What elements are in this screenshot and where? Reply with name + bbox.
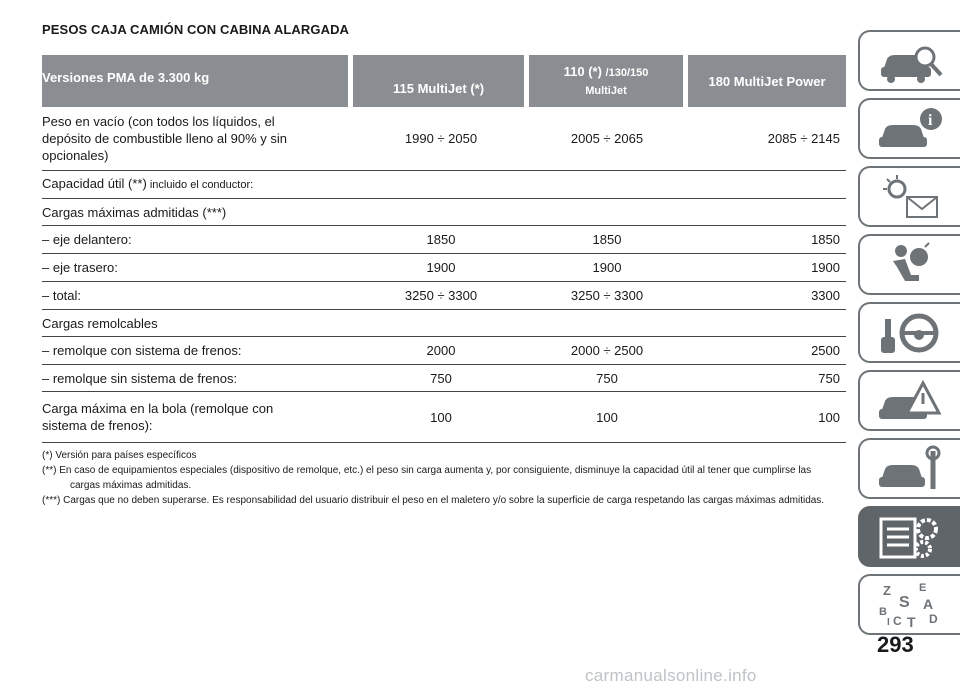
- row-value-2: 1850: [592, 232, 622, 247]
- row-value-3: 3300: [811, 288, 840, 303]
- tab-alphabetical-index[interactable]: [858, 574, 960, 635]
- table-row: [42, 199, 846, 226]
- svg-text:i: i: [928, 111, 933, 129]
- index-letter: B: [879, 605, 887, 618]
- footnote: (*) Versión para países específicos: [42, 450, 197, 461]
- row-label: – total:: [42, 288, 82, 303]
- tab-maintenance[interactable]: [858, 438, 960, 499]
- row-value-1: 1850: [426, 232, 456, 247]
- row-label: – eje delantero:: [42, 232, 132, 247]
- table-row: [42, 107, 846, 171]
- car-search-icon: [875, 37, 945, 85]
- index-letter: I: [887, 616, 890, 628]
- header-c2-line2: MultiJet: [585, 84, 627, 97]
- row-label: Peso en vacío (con todos los líquidos, el depósito de combustible lleno al 90% y sin opcionales): [42, 114, 287, 163]
- row-label: – remolque con sistema de frenos:: [42, 343, 242, 358]
- table-row: [42, 226, 846, 254]
- header-c2-small: /130/150: [605, 66, 649, 79]
- car-info-icon: [875, 105, 945, 153]
- index-letter: A: [923, 595, 934, 612]
- header-110-130-150-multijet: [529, 55, 683, 107]
- row-label-small: incluido el conductor:: [146, 179, 254, 191]
- table-row: [42, 171, 846, 199]
- table-row: [42, 254, 846, 282]
- page-title: PESOS CAJA CAMIÓN CON CABINA ALARGADA: [42, 22, 350, 37]
- chapter-sidebar: [858, 30, 960, 642]
- tab-car-search[interactable]: [858, 30, 960, 91]
- footnote: (***) Cargas que no deben superarse. Es responsabilidad del usuario distribuir el peso en el maletero y/o sobre la superficie de carga respetando las cargas máximas admitidas.: [42, 495, 825, 506]
- airbag-passenger-icon: [875, 241, 945, 289]
- tab-starting[interactable]: [858, 302, 960, 363]
- car-maintenance-icon: [875, 445, 945, 493]
- index-letter: Z: [883, 582, 891, 598]
- header-115-multijet: 115 MultiJet (*): [353, 55, 524, 107]
- table-row: [42, 310, 846, 337]
- tab-technical-data[interactable]: [858, 506, 960, 567]
- car-emergency-icon: [875, 377, 945, 425]
- index-letter: T: [907, 613, 916, 629]
- row-value-3: 1900: [811, 260, 840, 275]
- row-value-2: 100: [596, 409, 618, 425]
- index-letter: S: [899, 593, 910, 611]
- row-value-3: 750: [818, 370, 840, 386]
- row-label: – remolque sin sistema de frenos:: [42, 370, 238, 386]
- row-value-3: 100: [818, 409, 840, 425]
- watermark: carmanualsonline.info: [585, 666, 757, 685]
- steering-wheel-starting-icon: [875, 309, 945, 357]
- table-header: [42, 55, 846, 107]
- tab-emergency[interactable]: [858, 370, 960, 431]
- row-value-1: 2000: [426, 343, 456, 358]
- row-value-1: 3250 ÷ 3300: [404, 288, 478, 303]
- row-value-1: 1900: [426, 260, 456, 275]
- footnote: (**) En caso de equipamientos especiales (dispositivo de remolque, etc.) el peso sin carga aumenta y, por consiguiente, disminuye la capacidad útil al tener que cumplirse las cargas máximas admitidas.: [42, 465, 812, 491]
- row-label: Cargas remolcables: [42, 315, 158, 331]
- table-row: [42, 337, 846, 365]
- row-value-2: 2000 ÷ 2500: [570, 343, 644, 358]
- row-value-2: 750: [596, 370, 618, 386]
- index-letter: E: [919, 581, 927, 594]
- index-letter: C: [893, 613, 902, 628]
- tab-warning-lights[interactable]: [858, 166, 960, 227]
- weights-table: [42, 55, 846, 443]
- row-label-main: Capacidad útil (**): [42, 176, 147, 191]
- table-row: [42, 392, 846, 443]
- table-row: [42, 365, 846, 392]
- row-value-1: 750: [430, 370, 452, 386]
- alphabetical-index-icon: [875, 581, 945, 629]
- row-value-2: 1900: [592, 260, 622, 275]
- row-value-1: 1990 ÷ 2050: [404, 131, 478, 146]
- row-label: Cargas máximas admitidas (***): [42, 204, 227, 220]
- tab-airbag[interactable]: [858, 234, 960, 295]
- header-180-multijet-power: 180 MultiJet Power: [688, 55, 846, 107]
- row-label: Carga máxima en la bola (remolque con sistema de frenos):: [42, 401, 274, 433]
- row-label: – eje trasero:: [42, 260, 118, 275]
- technical-data-icon: [875, 513, 945, 561]
- header-versions: Versiones PMA de 3.300 kg: [42, 55, 348, 107]
- row-label: [42, 175, 682, 194]
- row-value-3: 2085 ÷ 2145: [767, 131, 840, 146]
- table-row: [42, 282, 846, 310]
- row-value-3: 1850: [811, 232, 840, 247]
- index-letter: D: [929, 611, 938, 626]
- row-value-2: 3250 ÷ 3300: [570, 288, 644, 303]
- header-c2-main: 110 (*): [563, 63, 602, 79]
- footnotes: [42, 448, 842, 508]
- row-value-1: 100: [430, 409, 452, 425]
- page-number: 293: [877, 632, 914, 657]
- row-value-2: 2005 ÷ 2065: [570, 131, 644, 146]
- row-value-3: 2500: [811, 343, 840, 358]
- warning-lights-message-icon: [875, 173, 945, 221]
- tab-car-info[interactable]: [858, 98, 960, 159]
